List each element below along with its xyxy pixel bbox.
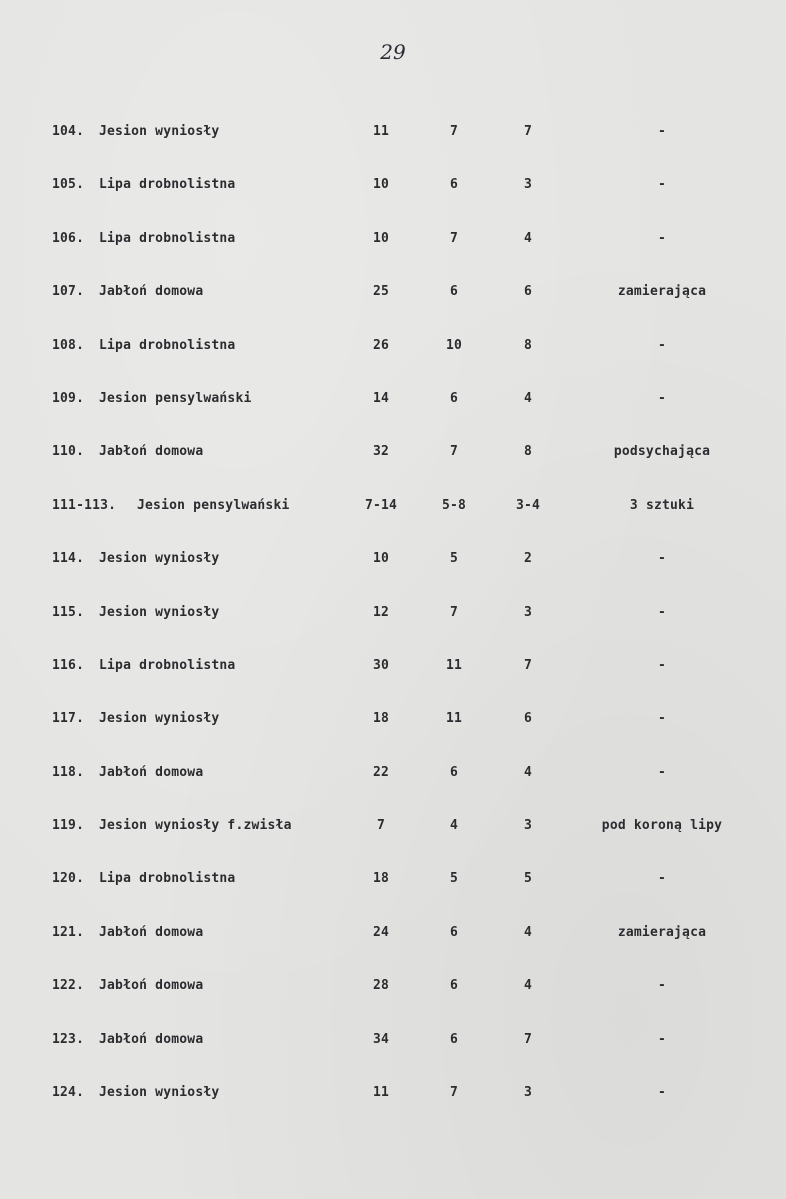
tree-species: Lipa drobnolistna <box>99 177 236 193</box>
row-number: 108. <box>52 337 85 353</box>
value-col-2: 6 <box>449 177 459 193</box>
value-col-3: 6 <box>523 284 533 300</box>
value-col-2: 5 <box>449 871 459 887</box>
table-row <box>0 498 786 551</box>
table-row <box>0 605 786 658</box>
remark: podsychająca <box>613 444 711 460</box>
row-number: 122. <box>52 978 85 994</box>
value-col-3: 8 <box>523 444 533 460</box>
value-col-3: 4 <box>523 230 533 246</box>
value-col-2: 6 <box>449 924 459 940</box>
tree-species: Jabłoń domowa <box>99 978 204 994</box>
table-row <box>0 338 786 391</box>
value-col-3: 6 <box>523 711 533 727</box>
value-col-2: 10 <box>445 337 463 353</box>
value-col-1: 28 <box>372 978 390 994</box>
value-col-1: 32 <box>372 444 390 460</box>
value-col-3: 7 <box>523 657 533 673</box>
row-number: 105. <box>52 177 85 193</box>
value-col-2: 6 <box>449 978 459 994</box>
remark: - <box>657 124 667 139</box>
table-row <box>0 711 786 764</box>
tree-species: Jabłoń domowa <box>99 284 204 300</box>
value-col-3: 4 <box>523 978 533 994</box>
value-col-1: 11 <box>372 124 390 139</box>
row-number: 118. <box>52 764 85 780</box>
table-row <box>0 818 786 871</box>
value-col-1: 25 <box>372 284 390 300</box>
remark: - <box>657 657 667 673</box>
value-col-3: 4 <box>523 390 533 406</box>
row-number: 111-113. <box>52 497 117 513</box>
value-col-2: 4 <box>449 818 459 834</box>
row-number: 115. <box>52 604 85 620</box>
table-row <box>0 1085 786 1138</box>
remark: - <box>657 177 667 193</box>
row-number: 117. <box>52 711 85 727</box>
row-number: 109. <box>52 390 85 406</box>
value-col-3: 3 <box>523 818 533 834</box>
tree-species: Lipa drobnolistna <box>99 871 236 887</box>
tree-species: Jesion wyniosły <box>99 551 220 567</box>
value-col-2: 6 <box>449 284 459 300</box>
value-col-3: 4 <box>523 924 533 940</box>
value-col-2: 5 <box>449 551 459 567</box>
remark: - <box>657 978 667 994</box>
remark: - <box>657 1031 667 1047</box>
value-col-2: 7 <box>449 124 459 139</box>
remark: zamierająca <box>617 284 707 300</box>
row-number: 120. <box>52 871 85 887</box>
row-number: 123. <box>52 1031 85 1047</box>
row-number: 116. <box>52 657 85 673</box>
table-row <box>0 284 786 337</box>
row-number: 114. <box>52 551 85 567</box>
row-number: 119. <box>52 818 85 834</box>
tree-species: Lipa drobnolistna <box>99 657 236 673</box>
tree-species: Jabłoń domowa <box>99 764 204 780</box>
value-col-1: 24 <box>372 924 390 940</box>
remark: - <box>657 390 667 406</box>
tree-species: Jabłoń domowa <box>99 444 204 460</box>
value-col-1: 18 <box>372 871 390 887</box>
tree-species: Jesion pensylwański <box>99 390 252 406</box>
value-col-1: 26 <box>372 337 390 353</box>
value-col-3: 5 <box>523 871 533 887</box>
value-col-1: 11 <box>372 1085 390 1101</box>
tree-inventory-list <box>0 124 786 1138</box>
table-row <box>0 658 786 711</box>
table-row <box>0 124 786 177</box>
remark: - <box>657 764 667 780</box>
value-col-2: 7 <box>449 604 459 620</box>
table-row <box>0 391 786 444</box>
table-row <box>0 978 786 1031</box>
table-row <box>0 551 786 604</box>
value-col-1: 10 <box>372 551 390 567</box>
value-col-2: 7 <box>449 1085 459 1101</box>
table-row <box>0 925 786 978</box>
value-col-2: 11 <box>445 711 463 727</box>
tree-species: Jabłoń domowa <box>99 1031 204 1047</box>
tree-species: Jesion wyniosły <box>99 1085 220 1101</box>
value-col-3: 7 <box>523 124 533 139</box>
remark: - <box>657 871 667 887</box>
value-col-3: 2 <box>523 551 533 567</box>
tree-species: Jesion wyniosły f.zwisła <box>99 818 292 834</box>
value-col-3: 4 <box>523 764 533 780</box>
value-col-3: 3 <box>523 1085 533 1101</box>
tree-species: Lipa drobnolistna <box>99 337 236 353</box>
value-col-1: 30 <box>372 657 390 673</box>
remark: - <box>657 551 667 567</box>
remark: pod koroną lipy <box>601 818 723 834</box>
tree-species: Jesion wyniosły <box>99 124 220 139</box>
table-row <box>0 444 786 497</box>
tree-species: Jesion pensylwański <box>137 497 290 513</box>
tree-species: Lipa drobnolistna <box>99 230 236 246</box>
remark: - <box>657 1085 667 1101</box>
row-number: 106. <box>52 230 85 246</box>
value-col-3: 3-4 <box>515 497 541 513</box>
value-col-3: 8 <box>523 337 533 353</box>
value-col-3: 3 <box>523 604 533 620</box>
remark: - <box>657 230 667 246</box>
table-row <box>0 1032 786 1085</box>
remark: - <box>657 337 667 353</box>
table-row <box>0 231 786 284</box>
table-row <box>0 765 786 818</box>
row-number: 110. <box>52 444 85 460</box>
table-row <box>0 177 786 230</box>
value-col-2: 5-8 <box>441 497 467 513</box>
value-col-2: 7 <box>449 230 459 246</box>
value-col-3: 7 <box>523 1031 533 1047</box>
remark: 3 sztuki <box>629 497 695 513</box>
table-row <box>0 871 786 924</box>
tree-species: Jesion wyniosły <box>99 711 220 727</box>
value-col-1: 7-14 <box>364 497 398 513</box>
tree-species: Jabłoń domowa <box>99 924 204 940</box>
value-col-2: 6 <box>449 1031 459 1047</box>
row-number: 124. <box>52 1085 85 1101</box>
value-col-1: 10 <box>372 177 390 193</box>
page-number: 29 <box>380 40 406 64</box>
value-col-1: 22 <box>372 764 390 780</box>
row-number: 104. <box>52 124 85 139</box>
value-col-2: 11 <box>445 657 463 673</box>
value-col-2: 7 <box>449 444 459 460</box>
value-col-3: 3 <box>523 177 533 193</box>
remark: - <box>657 604 667 620</box>
value-col-1: 10 <box>372 230 390 246</box>
remark: zamierająca <box>617 924 707 940</box>
tree-species: Jesion wyniosły <box>99 604 220 620</box>
value-col-1: 7 <box>376 818 386 834</box>
value-col-1: 12 <box>372 604 390 620</box>
value-col-2: 6 <box>449 390 459 406</box>
row-number: 121. <box>52 924 85 940</box>
remark: - <box>657 711 667 727</box>
value-col-1: 14 <box>372 390 390 406</box>
value-col-1: 34 <box>372 1031 390 1047</box>
row-number: 107. <box>52 284 85 300</box>
value-col-1: 18 <box>372 711 390 727</box>
value-col-2: 6 <box>449 764 459 780</box>
